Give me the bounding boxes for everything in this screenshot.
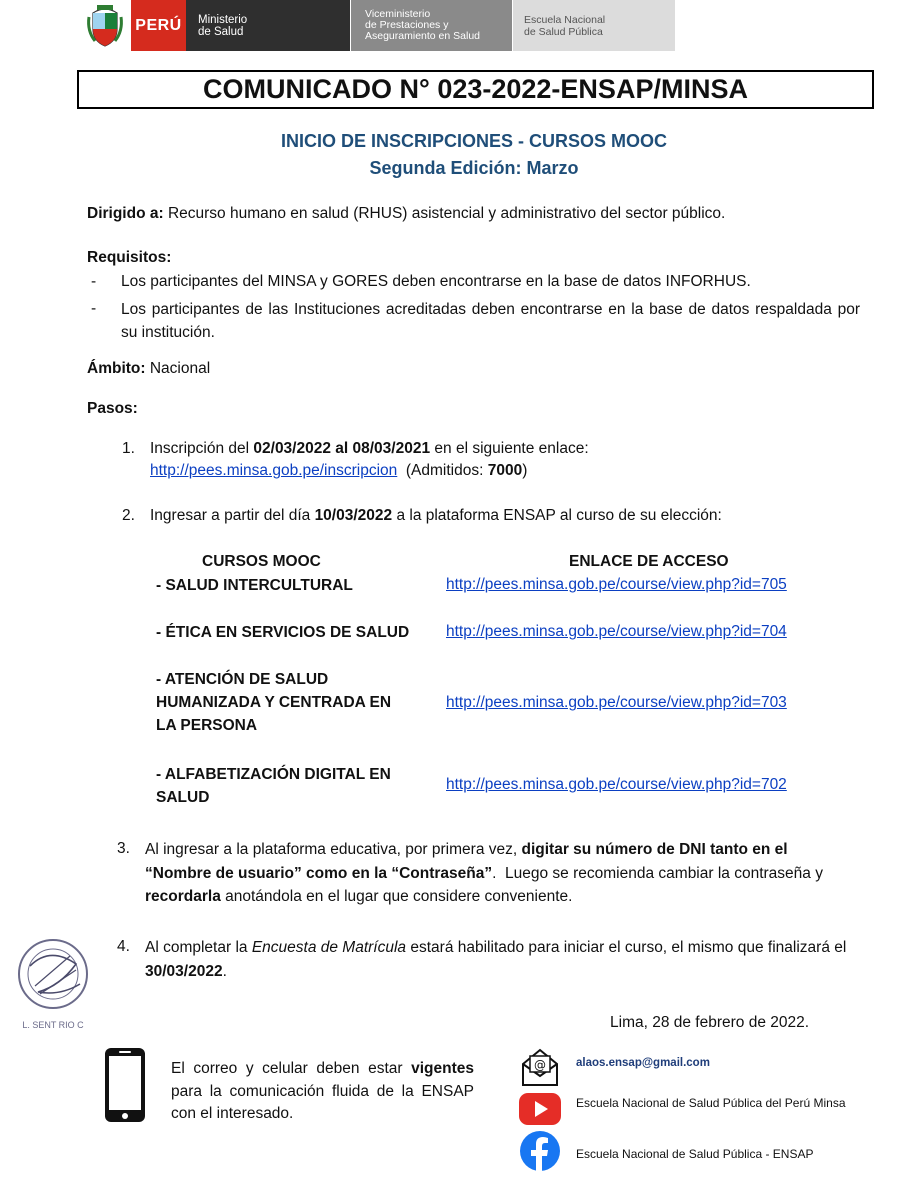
coat-of-arms-icon <box>85 3 125 49</box>
step-4-part: . <box>222 963 227 980</box>
document-date: Lima, 28 de febrero de 2022. <box>610 1014 810 1031</box>
course-name <box>156 574 426 597</box>
step-number: 2. <box>122 507 135 524</box>
contact-note-part: El correo y celular deben estar <box>171 1060 412 1077</box>
step-3-part: anotándola en el lugar que considere conveniente. <box>220 888 573 905</box>
step-number: 4. <box>117 938 130 955</box>
step-3-part: Al ingresar a la plataforma educativa, por primera vez, <box>145 841 522 858</box>
escuela-line-1: Escuela Nacional <box>524 13 606 26</box>
subtitle-inscripciones: INICIO DE INSCRIPCIONES - CURSOS MOOC <box>280 131 668 151</box>
course-name <box>156 621 426 644</box>
dirigido-paragraph <box>87 203 867 225</box>
official-seal <box>10 936 96 1037</box>
step-number: 3. <box>117 840 130 857</box>
bullet-dash: - <box>91 273 97 290</box>
admitidos-post: ) <box>522 462 528 479</box>
smartphone-icon <box>103 1046 147 1129</box>
ambito-text: Nacional <box>145 360 211 377</box>
step-2-pre: Ingresar a partir del día <box>150 507 315 524</box>
dirigido-label: Dirigido a: <box>87 205 164 222</box>
step-3-bold: recordarla <box>145 888 221 905</box>
peru-brand-tile <box>131 0 186 51</box>
step-3-text <box>145 838 857 909</box>
youtube-icon <box>518 1092 562 1131</box>
requisito-item: Los participantes de las Instituciones acreditadas deben encontrarse en la base de datos respaldada por su institución. <box>121 301 860 341</box>
svg-text:L. SENT RIO C: L. SENT RIO C <box>22 1020 84 1030</box>
viceministerio-tile <box>351 0 512 51</box>
course-name-line: - SALUD INTERCULTURAL <box>156 577 353 594</box>
ambito-paragraph <box>87 358 210 380</box>
course-name-line: - ALFABETIZACIÓN DIGITAL EN <box>156 766 391 783</box>
admitidos-count: 7000 <box>487 462 523 479</box>
svg-text:@: @ <box>534 1058 546 1072</box>
coat-of-arms-logo <box>80 0 130 51</box>
step-number: 1. <box>122 440 135 457</box>
ministerio-line-2: de Salud <box>198 25 244 38</box>
step-4-bold: 30/03/2022 <box>145 963 223 980</box>
links-header: ENLACE DE ACCESO <box>569 553 729 570</box>
course-name <box>156 763 426 809</box>
course-link-704[interactable]: http://pees.minsa.gob.pe/course/view.php?id=704 <box>446 623 787 640</box>
course-name-line: - ÉTICA EN SERVICIOS DE SALUD <box>156 624 410 641</box>
contact-email[interactable]: alaos.ensap@gmail.com <box>576 1057 710 1069</box>
step-2-post: a la plataforma ENSAP al curso de su elección: <box>392 507 722 524</box>
bullet-dash: - <box>91 300 97 317</box>
step-4-text <box>145 936 860 984</box>
admitidos-pre: (Admitidos: <box>397 462 488 479</box>
step-3-part: . Luego se recomienda cambiar la contraseña y <box>492 864 828 882</box>
contact-note-part: para la comunicación fluida de la ENSAP con el interesado. <box>171 1082 474 1122</box>
page-title: COMUNICADO N° 023-2022-ENSAP/MINSA <box>77 70 874 109</box>
course-name-line: - ATENCIÓN DE SALUD <box>156 671 329 688</box>
escuela-tile <box>513 0 675 51</box>
step-3-bold: digitar su número de DNI tanto en el “Nombre de usuario” como en la “Contraseña” <box>145 841 788 882</box>
step-1-post: en el siguiente enlace: <box>430 440 589 457</box>
step-1-dates: 02/03/2022 al 08/03/2021 <box>253 440 431 457</box>
step-2-date: 10/03/2022 <box>314 507 393 524</box>
requisito-item: Los participantes del MINSA y GORES deben encontrarse en la base de datos INFORHUS. <box>121 273 751 290</box>
step-1-pre: Inscripción del <box>150 440 254 457</box>
facebook-icon <box>518 1130 562 1177</box>
contact-note <box>171 1058 474 1126</box>
ministerio-line-1: Ministerio <box>198 13 248 26</box>
step-4-part: estará habilitado para iniciar el curso, el mismo que finalizará el <box>406 939 847 956</box>
peru-label: PERÚ <box>135 16 182 34</box>
vice-line-2: de Prestaciones y <box>365 19 449 31</box>
course-link-703[interactable]: http://pees.minsa.gob.pe/course/view.php?id=703 <box>446 694 787 711</box>
dirigido-text: Recurso humano en salud (RHUS) asistencial y administrativo del sector público. <box>163 205 726 222</box>
subtitle-edicion: Segunda Edición: Marzo <box>369 158 579 178</box>
course-name-line: HUMANIZADA Y CENTRADA EN <box>156 694 392 711</box>
inscripcion-link[interactable]: http://pees.minsa.gob.pe/inscripcion <box>150 462 398 479</box>
youtube-channel[interactable]: Escuela Nacional de Salud Pública del Perú Minsa <box>576 1096 846 1110</box>
vice-line-1: Viceministerio <box>365 8 431 20</box>
pasos-label: Pasos: <box>87 400 138 417</box>
course-link-705[interactable]: http://pees.minsa.gob.pe/course/view.php?id=705 <box>446 576 787 593</box>
facebook-page[interactable]: Escuela Nacional de Salud Pública - ENSAP <box>576 1147 814 1161</box>
contact-note-bold: vigentes <box>411 1060 474 1077</box>
course-link-702[interactable]: http://pees.minsa.gob.pe/course/view.php?id=702 <box>446 776 787 793</box>
requisitos-label: Requisitos: <box>87 249 172 266</box>
step-4-part: Al completar la <box>145 939 252 956</box>
step-1-text <box>150 438 860 482</box>
course-name-line: SALUD <box>156 789 210 806</box>
course-name <box>156 668 426 737</box>
email-icon <box>520 1046 560 1093</box>
step-4-italic: Encuesta de Matrícula <box>251 939 407 956</box>
step-2-text <box>150 505 870 527</box>
ambito-label: Ámbito: <box>87 360 146 377</box>
course-name-line: LA PERSONA <box>156 717 258 734</box>
ministerio-tile <box>186 0 350 51</box>
vice-line-3: Aseguramiento en Salud <box>365 30 480 42</box>
escuela-line-2: de Salud Pública <box>524 25 603 38</box>
seal-icon <box>10 936 96 1032</box>
courses-header: CURSOS MOOC <box>202 553 321 570</box>
